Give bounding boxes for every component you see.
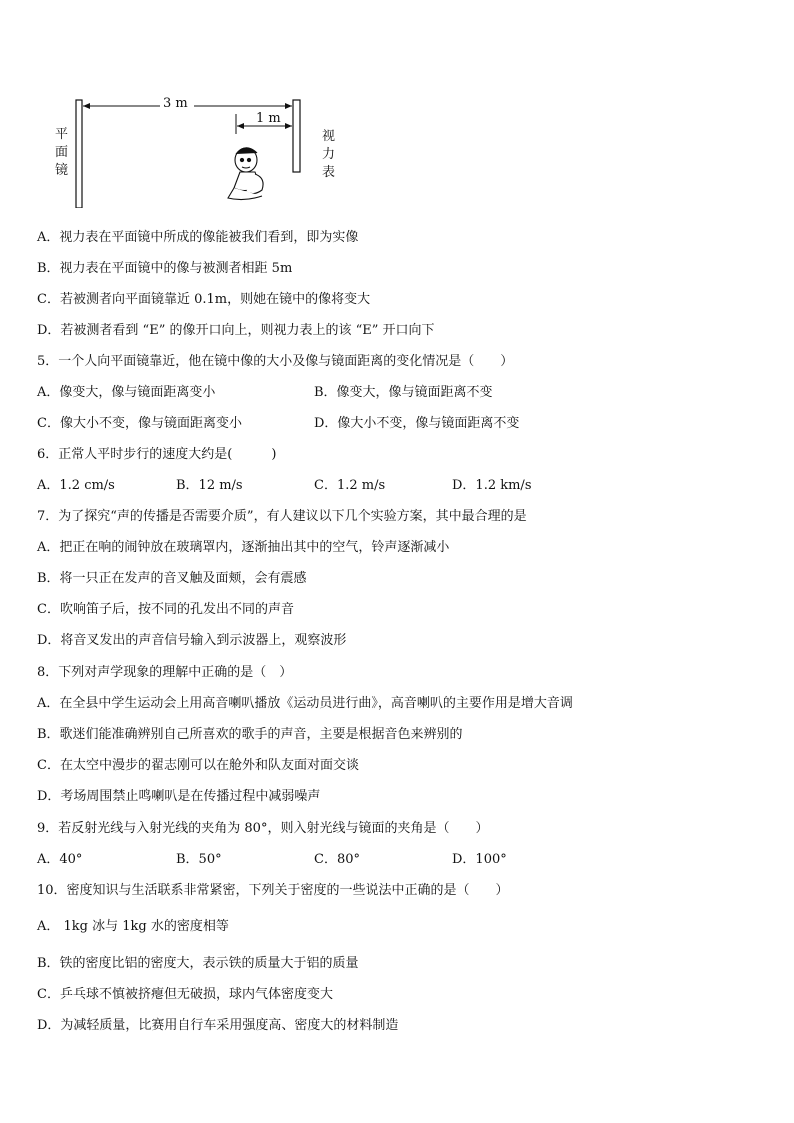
q5-stem: 5．一个人向平面镜靠近，他在镜中像的大小及像与镜面距离的变化情况是（ ） xyxy=(37,354,514,369)
q10-option-b: B．铁的密度比铝的密度大，表示铁的质量大于铝的质量 xyxy=(37,956,359,971)
eye-chart xyxy=(293,100,300,172)
q6-option-b: B．12 m/s xyxy=(176,478,243,493)
q7-stem: 7．为了探究“声的传播是否需要介质”，有人建议以下几个实验方案，其中最合理的是 xyxy=(37,509,527,524)
q9-option-c: C．80° xyxy=(314,852,360,867)
q10-option-a: A． 1kg 冰与 1kg 水的密度相等 xyxy=(37,919,229,934)
q10-option-d: D．为减轻质量，比赛用自行车采用强度高、密度大的材料制造 xyxy=(37,1018,399,1033)
q5-option-a: A．像变大，像与镜面距离变小 xyxy=(37,385,216,400)
q6-option-c: C．1.2 m/s xyxy=(314,478,386,493)
q9-option-d: D．100° xyxy=(452,852,507,867)
q9-stem: 9．若反射光线与入射光线的夹角为 80°，则入射光线与镜面的夹角是（ ） xyxy=(37,821,489,836)
q8-option-c: C．在太空中漫步的翟志刚可以在舱外和队友面对面交谈 xyxy=(37,758,359,773)
q4-option-a: A．视力表在平面镜中所成的像能被我们看到，即为实像 xyxy=(37,230,359,245)
distance-1m-label: 1 m xyxy=(256,111,281,126)
q10-option-c: C．乒乓球不慎被挤瘪但无破损，球内气体密度变大 xyxy=(37,987,333,1002)
q4-option-b: B．视力表在平面镜中的像与被测者相距 5m xyxy=(37,261,293,276)
q8-option-b: B．歌迷们能准确辨别自己所喜欢的歌手的声音，主要是根据音色来辨别的 xyxy=(37,727,463,742)
q4-option-c: C．若被测者向平面镜靠近 0.1m，则她在镜中的像将变大 xyxy=(37,292,371,307)
mirror-label-1: 平 xyxy=(55,127,69,142)
chart-label-1: 视 xyxy=(322,129,336,144)
q5-option-c: C．像大小不变，像与镜面距离变小 xyxy=(37,416,242,431)
chart-label-3: 表 xyxy=(322,165,336,180)
q7-option-d: D．将音叉发出的声音信号输入到示波器上，观察波形 xyxy=(37,633,347,648)
q9-option-b: B．50° xyxy=(176,852,222,867)
q10-stem: 10．密度知识与生活联系非常紧密，下列关于密度的一些说法中正确的是（ ） xyxy=(37,883,509,898)
q6-option-a: A．1.2 cm/s xyxy=(37,478,115,493)
q6-option-d: D．1.2 km/s xyxy=(452,478,532,493)
q9-option-a: A．40° xyxy=(37,852,83,867)
q8-stem: 8．下列对声学现象的理解中正确的是（ ） xyxy=(37,665,293,680)
q7-option-b: B．将一只正在发声的音叉触及面颊，会有震感 xyxy=(37,571,307,586)
chart-label-2: 力 xyxy=(322,147,336,162)
mirror-label-2: 面 xyxy=(55,145,69,160)
q6-stem: 6．正常人平时步行的速度大约是( ) xyxy=(37,447,277,462)
distance-3m-label: 3 m xyxy=(163,96,188,111)
q7-option-a: A．把正在响的闹钟放在玻璃罩内，逐渐抽出其中的空气，铃声逐渐减小 xyxy=(37,540,450,555)
mirror-eye-chart-diagram xyxy=(50,88,350,208)
q7-option-c: C．吹响笛子后，按不同的孔发出不同的声音 xyxy=(37,602,294,617)
seated-person-illustration xyxy=(228,148,263,200)
q5-option-d: D．像大小不变，像与镜面距离不变 xyxy=(314,416,520,431)
q8-option-d: D．考场周围禁止鸣喇叭是在传播过程中减弱噪声 xyxy=(37,789,321,804)
q8-option-a: A．在全县中学生运动会上用高音喇叭播放《运动员进行曲》，高音喇叭的主要作用是增大音调 xyxy=(37,696,573,711)
mirror-label-3: 镜 xyxy=(55,163,69,178)
q4-option-d: D．若被测者看到 “E” 的像开口向上，则视力表上的该 “E” 开口向下 xyxy=(37,323,435,338)
q5-option-b: B．像变大，像与镜面距离不变 xyxy=(314,385,493,400)
plane-mirror xyxy=(76,100,82,208)
